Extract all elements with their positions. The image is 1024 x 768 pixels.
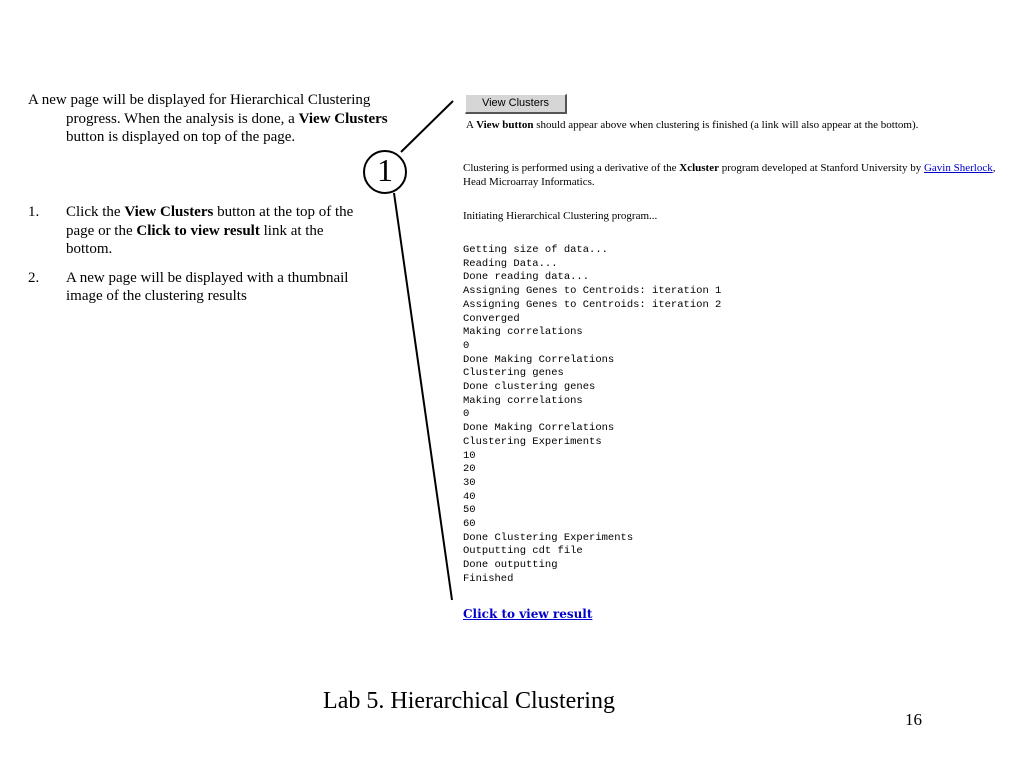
- log-line: Making correlations: [463, 394, 583, 407]
- log-line: Outputting cdt file: [463, 545, 583, 558]
- step-1-text-pre: Click the: [66, 204, 125, 220]
- step-1-bold-2: Click to view result: [136, 222, 260, 239]
- note-text-pre: A: [466, 119, 477, 131]
- info-text-3: , Head Microarray Informatics.: [463, 162, 996, 188]
- note-text-post: should appear above when clustering is finished (a link will also appear at the bottom).: [533, 119, 919, 131]
- log-line: Reading Data...: [463, 257, 558, 270]
- note-bold: View button: [476, 119, 534, 131]
- log-line: 30: [463, 476, 476, 489]
- clustering-info: [463, 161, 1003, 189]
- step-2-number: 2.: [28, 269, 40, 286]
- intro-text-1: A new page will be displayed for Hierarchical Clustering progress. When the analysis is done, a: [28, 92, 371, 127]
- intro-text-2: button is displayed on top of the page.: [66, 129, 296, 145]
- initiating-text: Initiating Hierarchical Clustering program...: [463, 210, 658, 222]
- log-line: Done Making Correlations: [463, 353, 615, 366]
- log-line: Done Clustering Experiments: [463, 531, 634, 544]
- log-line: Assigning Genes to Centroids: iteration 2: [463, 298, 722, 311]
- step-1-text-post: link at the bottom.: [66, 222, 324, 257]
- step-1: [28, 203, 358, 259]
- intro-bold: View Clusters: [298, 110, 388, 127]
- slide-title: Lab 5. Hierarchical Clustering: [323, 688, 615, 714]
- step-2: [28, 269, 358, 306]
- log-line: Done reading data...: [463, 271, 590, 284]
- log-line: Clustering genes: [463, 367, 564, 380]
- clustering-log: [463, 244, 721, 587]
- step-1-number: 1.: [28, 204, 40, 220]
- log-line: Converged: [463, 312, 520, 325]
- callout-line-top: [401, 101, 453, 152]
- log-line: 50: [463, 504, 476, 517]
- gavin-sherlock-link[interactable]: Gavin Sherlock: [923, 162, 993, 174]
- log-line: Finished: [463, 572, 514, 585]
- log-line: Making correlations: [463, 326, 583, 339]
- step-1-bold-1: View Clusters: [124, 204, 214, 220]
- info-text-2: program developed at Stanford University by: [719, 162, 924, 174]
- log-line: Done outputting: [463, 559, 558, 572]
- view-result-link[interactable]: Click to view result: [463, 607, 593, 621]
- log-line: 40: [463, 490, 476, 503]
- steps-list: [28, 203, 358, 316]
- log-line: 0: [463, 408, 470, 421]
- log-line: Done clustering genes: [463, 381, 596, 394]
- step-1-text-mid: button at the top of the page or the: [66, 204, 354, 239]
- log-line: 0: [463, 339, 470, 352]
- log-line: Assigning Genes to Centroids: iteration 1: [463, 285, 722, 298]
- log-line: Done Making Correlations: [463, 422, 615, 435]
- log-line: 60: [463, 518, 476, 531]
- view-button-note: [466, 119, 918, 131]
- view-clusters-button[interactable]: View Clusters: [465, 94, 567, 114]
- callout-line-bottom: [394, 193, 452, 600]
- log-line: 10: [463, 449, 476, 462]
- info-text-1: Clustering is performed using a derivative of the: [463, 162, 680, 174]
- page-number: 16: [905, 710, 922, 729]
- log-line: 20: [463, 463, 476, 476]
- intro-paragraph: [28, 91, 396, 147]
- log-line: Getting size of data...: [463, 244, 608, 256]
- callout-number: 1: [377, 152, 393, 188]
- log-line: Clustering Experiments: [463, 435, 602, 448]
- step-2-text: A new page will be displayed with a thumbnail image of the clustering results: [66, 269, 349, 304]
- info-bold: Xcluster: [679, 162, 719, 174]
